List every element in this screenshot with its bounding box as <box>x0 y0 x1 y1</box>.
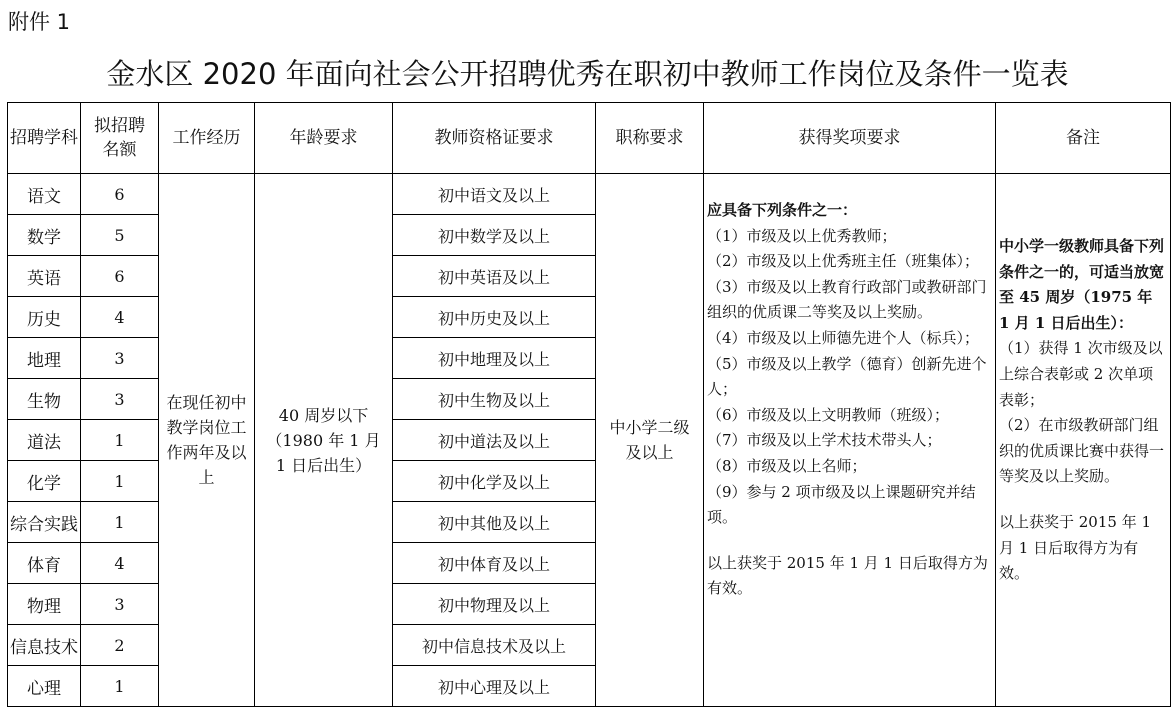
header-age: 年龄要求 <box>255 103 393 174</box>
quota-cell: 1 <box>81 666 159 707</box>
quota-cell: 4 <box>81 297 159 338</box>
quota-cell: 3 <box>81 379 159 420</box>
quota-cell: 3 <box>81 584 159 625</box>
subject-cell: 地理 <box>8 338 81 379</box>
award-cell <box>704 174 996 707</box>
header-quota: 拟招聘名额 <box>81 103 159 174</box>
subject-cell: 数学 <box>8 215 81 256</box>
title-req-text: 中小学二级及以上 <box>609 418 690 462</box>
award-item: （6）市级及以上文明教师（班级）； <box>707 405 950 424</box>
cert-cell: 初中生物及以上 <box>393 379 596 420</box>
quota-cell: 3 <box>81 338 159 379</box>
award-heading: 应具备下列条件之一： <box>707 201 858 219</box>
note-item: （1）获得 1 次市级及以上综合表彰或 2 次单项表彰； <box>999 339 1163 409</box>
cert-cell: 初中英语及以上 <box>393 256 596 297</box>
award-item: （9）参与 2 项市级及以上课题研究并结项。 <box>707 482 976 527</box>
quota-cell: 1 <box>81 502 159 543</box>
table-row <box>8 174 1171 215</box>
page-title: 金水区 2020 年面向社会公开招聘优秀在职初中教师工作岗位及条件一览表 <box>106 57 1069 91</box>
subject-cell: 物理 <box>8 584 81 625</box>
header-title-req: 职称要求 <box>596 103 704 174</box>
quota-cell: 1 <box>81 420 159 461</box>
quota-cell: 6 <box>81 174 159 215</box>
award-item: （3）市级及以上教育行政部门或教研部门组织的优质课二等奖及以上奖励。 <box>707 277 987 322</box>
subject-cell: 道法 <box>8 420 81 461</box>
quota-cell: 4 <box>81 543 159 584</box>
age-cell <box>255 174 393 707</box>
cert-cell: 初中体育及以上 <box>393 543 596 584</box>
subject-cell: 化学 <box>8 461 81 502</box>
recruitment-table <box>7 102 1171 707</box>
attachment-label: 附件 1 <box>8 10 71 34</box>
subject-cell: 英语 <box>8 256 81 297</box>
note-item: （2）在市级教研部门组织的优质课比赛中获得一等奖及以上奖励。 <box>999 416 1165 486</box>
subject-cell: 语文 <box>8 174 81 215</box>
quota-cell: 2 <box>81 625 159 666</box>
cert-cell: 初中化学及以上 <box>393 461 596 502</box>
note-cell <box>996 174 1171 707</box>
subject-cell: 生物 <box>8 379 81 420</box>
award-item: （4）市级及以上师德先进个人（标兵）； <box>707 328 980 347</box>
age-text: 40 周岁以下（1980 年 1 月 1 日后出生） <box>266 405 381 475</box>
experience-text: 在现任初中教学岗位工作两年及以上 <box>166 393 247 487</box>
header-row <box>8 103 1171 174</box>
award-item: （8）市级及以上名师； <box>707 456 867 475</box>
header-experience: 工作经历 <box>159 103 255 174</box>
header-note: 备注 <box>996 103 1171 174</box>
cert-cell: 初中物理及以上 <box>393 584 596 625</box>
subject-cell: 历史 <box>8 297 81 338</box>
cert-cell: 初中道法及以上 <box>393 420 596 461</box>
cert-cell: 初中地理及以上 <box>393 338 596 379</box>
subject-cell: 心理 <box>8 666 81 707</box>
quota-cell: 1 <box>81 461 159 502</box>
cert-cell: 初中其他及以上 <box>393 502 596 543</box>
header-subject: 招聘学科 <box>8 103 81 174</box>
award-item: （7）市级及以上学术技术带头人； <box>707 431 942 450</box>
cert-cell: 初中心理及以上 <box>393 666 596 707</box>
quota-cell: 6 <box>81 256 159 297</box>
award-item: （2）市级及以上优秀班主任（班集体）； <box>707 252 980 271</box>
header-cert: 教师资格证要求 <box>393 103 596 174</box>
award-item: （5）市级及以上教学（德育）创新先进个人； <box>707 354 987 399</box>
cert-cell: 初中信息技术及以上 <box>393 625 596 666</box>
quota-cell: 5 <box>81 215 159 256</box>
award-item: （1）市级及以上优秀教师； <box>707 226 897 245</box>
subject-cell: 信息技术 <box>8 625 81 666</box>
award-footer: 以上获奖于 2015 年 1 月 1 日后取得方为有效。 <box>707 553 988 598</box>
cert-cell: 初中历史及以上 <box>393 297 596 338</box>
note-heading: 中小学一级教师具备下列条件之一的，可适当放宽至 45 周岁（1975 年 1 月 1 日后出生）： <box>999 237 1165 332</box>
cert-cell: 初中语文及以上 <box>393 174 596 215</box>
subject-cell: 体育 <box>8 543 81 584</box>
subject-cell: 综合实践 <box>8 502 81 543</box>
cert-cell: 初中数学及以上 <box>393 215 596 256</box>
experience-cell <box>159 174 255 707</box>
title-req-cell <box>596 174 704 707</box>
header-award: 获得奖项要求 <box>704 103 996 174</box>
note-footer: 以上获奖于 2015 年 1 月 1 日后取得方为有效。 <box>999 512 1152 583</box>
